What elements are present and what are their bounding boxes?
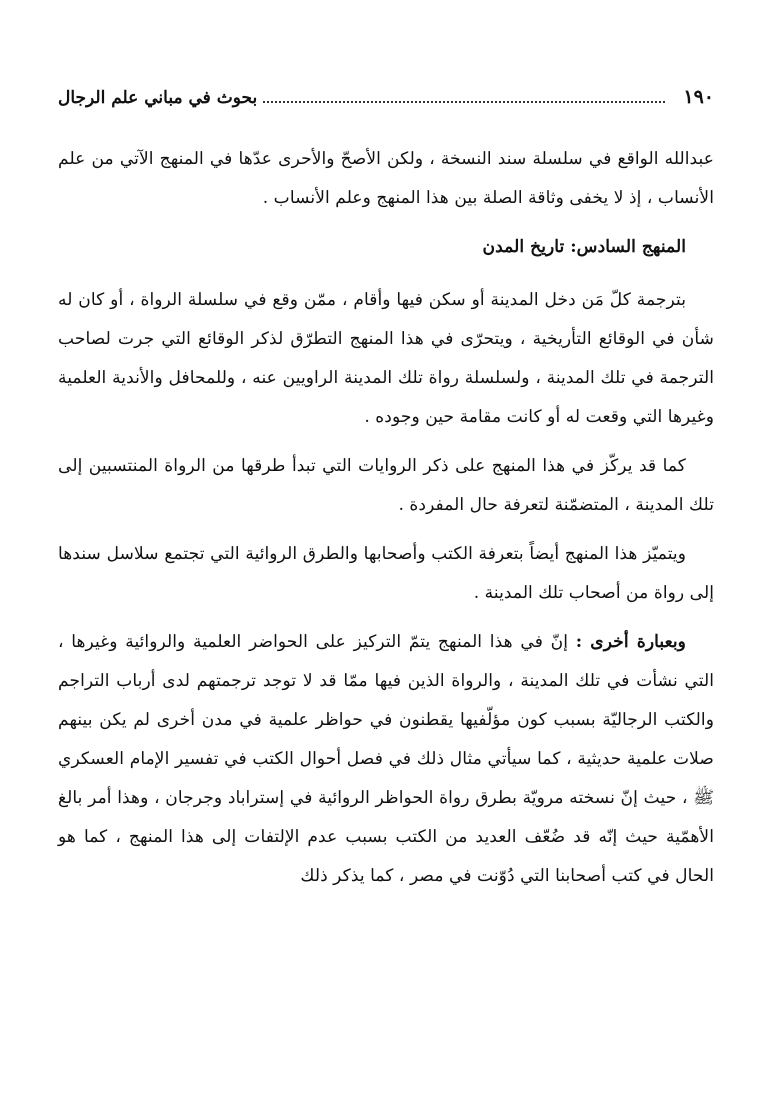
paragraph-4: ويتميّز هذا المنهج أيضاً بتعرفة الكتب وأصحابها والطرق الروائية التي تجتمع سلاسل سندها إلى رواة من أصحاب تلك المدينة . <box>58 544 714 603</box>
paragraph-5-lead: وبعبارة أخرى : <box>575 632 686 652</box>
running-header <box>58 86 714 126</box>
section-heading: المنهج السادس: تاريخ المدن <box>482 237 686 257</box>
running-title: بحوث في مباني علم الرجال <box>58 88 258 108</box>
paragraph-5 <box>58 623 714 896</box>
paragraph-2: بترجمة كلّ مَن دخل المدينة أو سكن فيها وأقام ، ممّن وقع في سلسلة الرواة ، أو كان له شأن في الوقائع التأريخية ، ويتحرّى في هذا المنهج التطرّق لذكر الوقائع التي جرت لصاحب الترجمة في تلك المدينة ، ولسلسلة رواة تلك المدينة الراويين عنه ، وللمحافل والأندية العلمية وغيرها التي وقعت له أو كانت مقامة حين وجوده . <box>58 290 714 427</box>
header-dotted-leader <box>263 100 665 103</box>
paragraph-3: كما قد يركّز في هذا المنهج على ذكر الروايات التي تبدأ طرقها من الرواة المنتسبين إلى تلك المدينة ، المتضمّنة لتعرفة حال المفردة . <box>58 456 714 515</box>
paragraph-5-text: إنّ في هذا المنهج يتمّ التركيز على الحواضر العلمية والروائية وغيرها ، التي نشأت في تلك المدينة ، والرواة الذين فيها ممّا قد لا توجد ترجمتهم لدى أرباب التراجم والكتب الرجاليّة بسبب كون مؤلّفيها يقطنون في حواظر علمية في مدن أخرى لم يكن بينهم صلات علمية حديثية ، كما سيأتي مثال ذلك في فصل أحوال الكتب في تفسير الإمام العسكري ﷺ ، حيث إنّ نسخته مرويّة بطرق رواة الحواظر الروائية في إستراباد وجرجان ، وهذا أمر بالغ الأهمّية حيث إنّه قد ضُعّف العديد من الكتب بسبب عدم الإلتفات إلى هذا المنهج ، كما هو الحال في كتب أصحابنا التي دُوّنت في مصر ، كما يذكر ذلك <box>58 632 714 886</box>
page-number: ١٩٠ <box>683 86 714 108</box>
body-text <box>58 140 714 896</box>
paragraph-1: عبدالله الواقع في سلسلة سند النسخة ، ولكن الأصحّ والأحرى عدّها في المنهج الآتي من علم الأنساب ، إذ لا يخفى وثاقة الصلة بين هذا المنهج وعلم الأنساب . <box>58 149 714 208</box>
